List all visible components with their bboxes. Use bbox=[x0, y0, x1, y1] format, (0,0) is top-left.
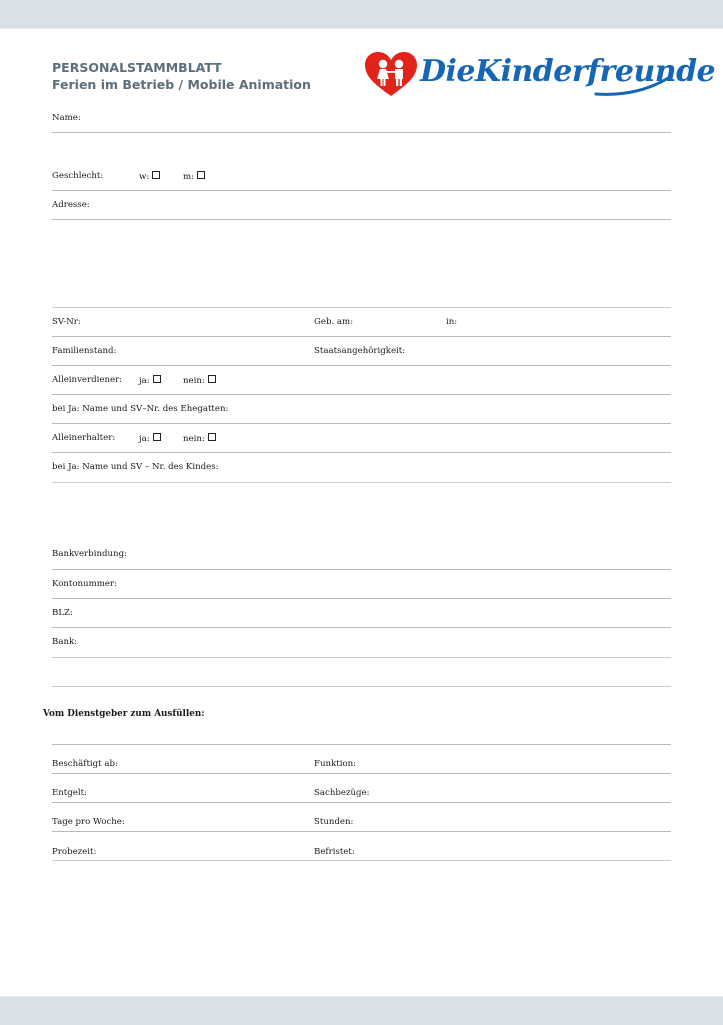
probezeit-line[interactable] bbox=[52, 860, 671, 861]
logo-swash-icon bbox=[594, 74, 674, 98]
ehegatte-line[interactable] bbox=[52, 423, 671, 424]
name-label: Name: bbox=[52, 113, 81, 123]
alleinverdiener-ja-checkbox[interactable] bbox=[153, 375, 161, 383]
title-line-2: Ferien im Betrieb / Mobile Animation bbox=[52, 77, 311, 92]
kontonummer-line[interactable] bbox=[52, 598, 671, 599]
bankverbindung-label: Bankverbindung: bbox=[52, 549, 127, 559]
bank-label: Bank: bbox=[52, 637, 78, 647]
sv-nr-label: SV-Nr: bbox=[52, 317, 81, 327]
beschaeftigt-ab-label: Beschäftigt ab: bbox=[52, 759, 118, 769]
bank-line[interactable] bbox=[52, 657, 671, 658]
sachbezuege-label: Sachbezüge: bbox=[314, 788, 370, 798]
alleinverdiener-nein-option bbox=[183, 375, 216, 387]
w-checkbox[interactable] bbox=[152, 171, 160, 179]
probezeit-label: Probezeit: bbox=[52, 847, 97, 857]
document-title bbox=[52, 59, 311, 93]
m-checkbox[interactable] bbox=[197, 171, 205, 179]
kinderfreunde-logo bbox=[364, 50, 716, 102]
staatsangehoerigkeit-label: Staatsangehörigkeit: bbox=[314, 346, 406, 356]
ehegatte-label: bei Ja: Name und SV–Nr. des Ehegatten: bbox=[52, 404, 229, 414]
alleinverdiener-label: Alleinverdiener: bbox=[52, 375, 123, 385]
blz-label: BLZ: bbox=[52, 608, 73, 618]
befristet-label: Befristet: bbox=[314, 847, 355, 857]
stunden-label: Stunden: bbox=[314, 817, 354, 827]
tage-line[interactable] bbox=[52, 831, 671, 832]
title-line-1: PERSONALSTAMMBLATT bbox=[52, 60, 222, 75]
beschaeftigt-line[interactable] bbox=[52, 773, 671, 774]
familienstand-label: Familienstand: bbox=[52, 346, 117, 356]
funktion-label: Funktion: bbox=[314, 759, 357, 769]
m-label: m: bbox=[183, 172, 195, 182]
kind-label: bei Ja: Name und SV – Nr. des Kindes: bbox=[52, 462, 219, 472]
adresse-end-line bbox=[52, 307, 671, 308]
familienstand-line[interactable] bbox=[52, 365, 671, 366]
alleinverdiener-line bbox=[52, 394, 671, 395]
logo-wordmark: DieKinderfreunde bbox=[420, 54, 716, 89]
alleinerhalter-ja-option bbox=[139, 433, 161, 445]
gender-m-option bbox=[183, 171, 205, 183]
tage-pro-woche-label: Tage pro Woche: bbox=[52, 817, 125, 827]
employer-top-line bbox=[52, 744, 671, 745]
adresse-line[interactable] bbox=[52, 219, 671, 220]
name-line[interactable] bbox=[52, 132, 671, 133]
alleinverdiener-nein-checkbox[interactable] bbox=[208, 375, 216, 383]
alleinerhalter-nein-option bbox=[183, 433, 216, 445]
alleinerhalter-ja-checkbox[interactable] bbox=[153, 433, 161, 441]
kontonummer-label: Kontonummer: bbox=[52, 579, 117, 589]
alleinerhalter-label: Alleinerhalter: bbox=[52, 433, 116, 443]
employer-section-heading: Vom Dienstgeber zum Ausfüllen: bbox=[43, 709, 205, 719]
alleinerhalter-line bbox=[52, 452, 671, 453]
nein-label: nein: bbox=[183, 434, 205, 444]
geschlecht-line bbox=[52, 190, 671, 191]
geburtsort-label: in: bbox=[446, 317, 458, 327]
w-label: w: bbox=[139, 172, 150, 182]
entgelt-label: Entgelt: bbox=[52, 788, 87, 798]
entgelt-line[interactable] bbox=[52, 802, 671, 803]
blz-line[interactable] bbox=[52, 627, 671, 628]
heart-children-icon bbox=[364, 52, 418, 98]
ja-label: ja: bbox=[139, 434, 150, 444]
geschlecht-label: Geschlecht: bbox=[52, 171, 104, 181]
nein-label: nein: bbox=[183, 376, 205, 386]
gender-w-option bbox=[139, 171, 160, 183]
kind-line[interactable] bbox=[52, 482, 671, 483]
alleinverdiener-ja-option bbox=[139, 375, 161, 387]
ja-label: ja: bbox=[139, 376, 150, 386]
top-page-margin bbox=[0, 0, 723, 29]
alleinerhalter-nein-checkbox[interactable] bbox=[208, 433, 216, 441]
bottom-page-margin bbox=[0, 996, 723, 1025]
bankverbindung-line[interactable] bbox=[52, 569, 671, 570]
geb-am-label: Geb. am: bbox=[314, 317, 354, 327]
adresse-label: Adresse: bbox=[52, 200, 90, 210]
sv-nr-line[interactable] bbox=[52, 336, 671, 337]
spacer-line bbox=[52, 686, 671, 687]
